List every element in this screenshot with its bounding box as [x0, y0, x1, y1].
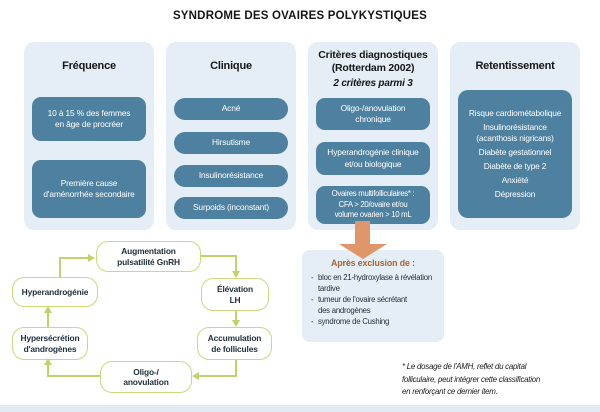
text-line: Élévation: [217, 284, 253, 294]
text-line: Insulinorésistance: [483, 122, 547, 132]
cycle-arrowhead-icon: [44, 358, 52, 365]
text-line: Hirsutisme: [211, 137, 251, 148]
text-line: Accumulation: [207, 333, 262, 343]
cycle-node-hypersecretion: [12, 327, 88, 360]
text-line: folliculaire, peut intégrer cette classification: [402, 374, 540, 384]
exclusion-item-text: [318, 273, 432, 294]
text-line: Oligo-/anovulation: [340, 102, 406, 113]
text-line: pulsatilité GnRH: [117, 256, 180, 267]
box-hyperandrogenie-clinique: [316, 142, 430, 175]
exclusion-title: Après exclusion de :: [330, 258, 416, 268]
cycle-arrow-accumulation-to-oligo: [199, 375, 237, 377]
box-prevalence: [32, 97, 146, 141]
text-line: tardive: [318, 283, 340, 293]
column-heading-criteres: [308, 42, 438, 75]
dash-bullet: -: [311, 295, 314, 304]
text-line: en renforçant ce dernier item.: [402, 387, 498, 396]
text-line: Acné: [221, 103, 241, 114]
text-line: volume ovarien > 10 mL: [334, 210, 412, 220]
text-line: Oligo-/: [133, 366, 159, 377]
text-line: en âge de procréer: [54, 119, 124, 129]
text-line: Première cause: [60, 177, 118, 188]
exclusion-box: [302, 250, 444, 342]
cycle-arrow-hyperandrogenie-to-gnrh: [59, 257, 89, 259]
exclusion-item: [311, 317, 444, 328]
text-line: Augmentation: [121, 246, 176, 256]
text-line: Hyperandrogénie: [21, 286, 89, 297]
text-line: Hyperandrogénie clinique: [327, 147, 419, 157]
text-line: d'androgènes: [23, 343, 77, 354]
text-line: syndrome de Cushing: [318, 317, 390, 326]
page-title: SYNDROME DES OVAIRES POLYKYSTIQUES: [172, 10, 428, 22]
pill-insulinoresistance: [174, 165, 288, 187]
exclusion-list: [302, 273, 444, 328]
text-line: Ovaires multifolliculaires* :: [331, 189, 415, 199]
text-line: Hypersécrétion: [20, 333, 80, 343]
cycle-node-oligo-anovulation: [100, 361, 192, 393]
column-clinique: [166, 42, 296, 230]
column-heading-clinique: Clinique: [210, 60, 252, 72]
text-line: Diabète de type 2: [483, 161, 547, 171]
box-retentissement-liste: [458, 90, 572, 218]
text-line: des androgènes: [318, 305, 371, 315]
cycle-arrow-gnrh-to-lh: [235, 255, 237, 272]
text-line: et/ou biologique: [344, 158, 402, 169]
text-line: Anxiété: [501, 175, 529, 185]
footer-band: [0, 405, 600, 412]
heading-line: Critères diagnostiques: [318, 49, 428, 61]
cycle-arrowhead-icon: [232, 271, 240, 278]
text-line: Diabète gestationnel: [478, 147, 552, 157]
text-line: chronique: [355, 114, 391, 124]
exclusion-item-text: [318, 317, 389, 328]
pill-acne: [174, 98, 288, 120]
text-line: anovulation: [123, 377, 169, 387]
text-line: bloc en 21-hydroxylase à révélation: [318, 273, 432, 282]
exclusion-item-text: [318, 295, 407, 316]
text-line: Insulinorésistance: [198, 170, 264, 181]
cycle-arrow-gnrh-to-lh: [201, 255, 237, 257]
text-line: 10 à 15 % des femmes: [47, 107, 131, 118]
pill-hirsutisme: [174, 132, 288, 154]
cycle-node-hyperandrogenie: [12, 277, 98, 307]
heading-line: (Rotterdam 2002): [331, 62, 415, 74]
text-line: Dépression: [494, 189, 536, 199]
cycle-arrow-hyperandrogenie-to-gnrh: [59, 258, 61, 278]
cycle-node-accumulation: [197, 327, 272, 360]
cycle-arrow-hypersecretion-to-hyperandrogenie: [47, 313, 49, 327]
cycle-arrow-oligo-to-hypersecretion: [47, 365, 49, 377]
text-line: d'aménorrhée secondaire: [43, 189, 135, 199]
text-line: tumeur de l'ovaire sécrétant: [318, 295, 407, 304]
cycle-arrowhead-icon: [232, 320, 240, 327]
box-ovaires-multifolliculaires: [316, 186, 430, 224]
text-line: CFA > 20/ovaire et/ou: [338, 199, 408, 209]
cycle-arrowhead-icon: [192, 372, 199, 380]
cycle-node-gnrh: [96, 241, 201, 272]
column-criteres-diagnostiques: [308, 42, 438, 230]
pill-surpoids: [174, 197, 288, 219]
column-heading-frequence: Fréquence: [62, 60, 116, 72]
text-line: LH: [229, 294, 241, 305]
text-line: Risque cardiométabolique: [468, 108, 562, 118]
down-arrow-icon: [339, 244, 387, 259]
column-heading-retentissement: Retentissement: [475, 60, 555, 72]
exclusion-item: [311, 273, 444, 294]
dash-bullet: -: [311, 317, 314, 326]
text-line: * Le dosage de l'AMH, reflet du capital: [402, 362, 527, 371]
exclusion-item: [311, 295, 444, 316]
text-line: (acanthosis nigricans): [476, 133, 554, 143]
text-line: Surpoids (inconstant): [193, 202, 269, 213]
cycle-node-lh: [201, 278, 269, 311]
cycle-arrow-oligo-to-hypersecretion: [47, 375, 100, 377]
down-arrow-icon: [355, 221, 370, 244]
cycle-arrowhead-icon: [88, 254, 95, 262]
footnote-amh: [402, 361, 594, 399]
dash-bullet: -: [311, 273, 314, 282]
column-retentissement: [450, 42, 580, 230]
text-line: de follicules: [211, 343, 258, 354]
column-frequence: [24, 42, 154, 230]
column-subheading-criteres: 2 critères parmi 3: [333, 78, 413, 89]
cycle-arrowhead-icon: [44, 306, 52, 313]
box-amenorrhee: [32, 160, 146, 218]
box-oligo-anovulation: [316, 98, 430, 130]
